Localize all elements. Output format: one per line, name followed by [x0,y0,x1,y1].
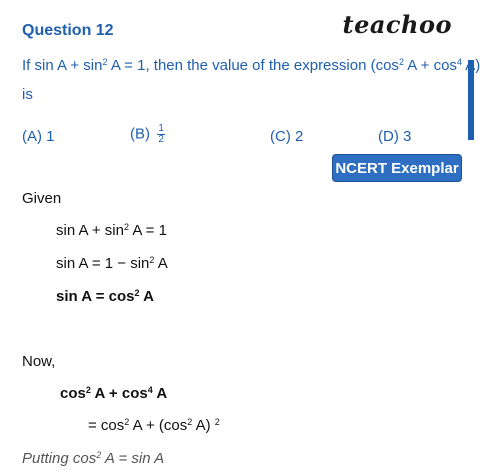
ncert-exemplar-badge: NCERT Exemplar [332,154,462,182]
fraction-one-half: $\frac{1}{2}$ [158,123,164,145]
putting-note: Putting $\cos^2 A = \sin A$ [22,450,165,467]
step-1: $\sin A + \sin^2 A = 1$ [56,222,167,239]
expression: $\cos^2 A + \cos^4 A$ [60,385,168,402]
option-c: (C) 2 [270,128,304,145]
teachoo-logo: teachoo [342,10,452,39]
question-text-line-2: is [22,86,33,103]
given-label: Given [22,190,62,207]
option-b: (B) $\frac{1}{2}$ [130,123,164,145]
question-text-line-1: If $\sin A + \sin^2 A = 1$, then the value of the expression ($\cos^2$ $A + \cos^4 A$) [22,57,480,74]
expansion: = $\cos^2 A + (\cos^2$ A) $^2$ [88,417,220,434]
option-d: (D) 3 [378,128,412,145]
step-2: $\sin A = 1 - \sin^2 A$ [56,255,168,272]
option-a: (A) 1 [22,128,55,145]
now-label: Now, [22,353,56,370]
step-3-result: $\sin A = \cos^2 A$ [56,288,154,305]
question-title: Question 12 [22,22,114,39]
